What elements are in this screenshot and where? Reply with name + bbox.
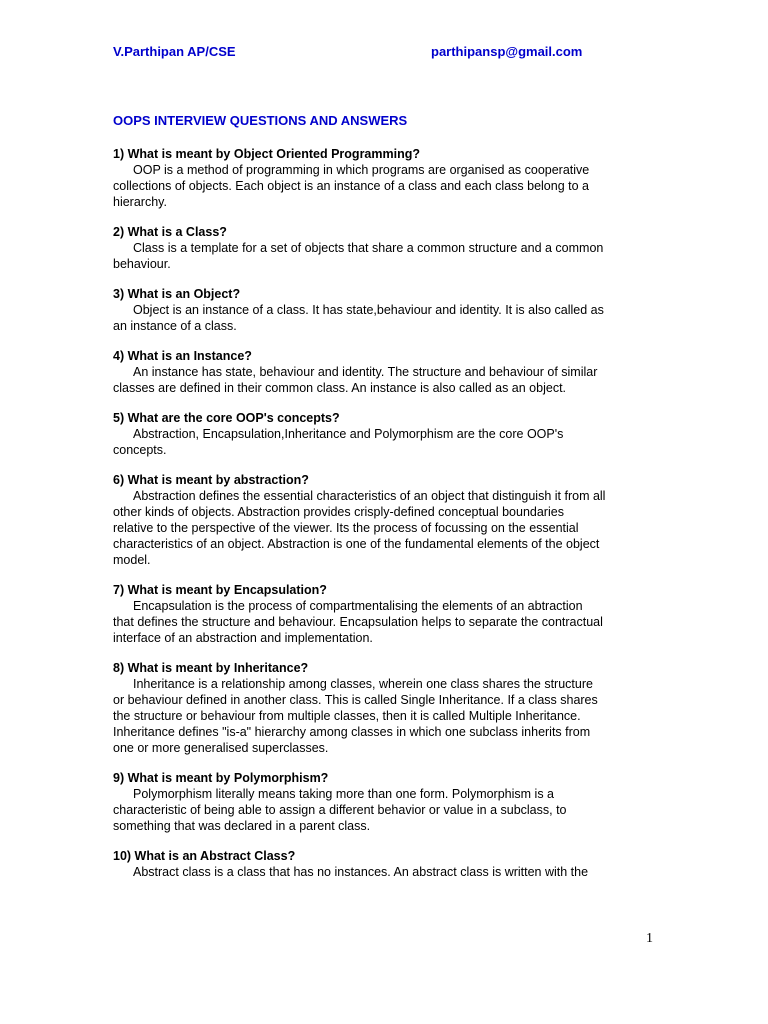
answer: OOP is a method of programming in which programs are organised as cooperative collections of objects. Each object is an instance of a class and each class belong to a hierarchy. [113, 163, 590, 209]
qa-item-8 [113, 660, 658, 756]
qa-item-4 [113, 348, 658, 396]
question: 1) What is meant by Object Oriented Programming? [113, 147, 420, 161]
answer: Abstract class is a class that has no instances. An abstract class is written with the [133, 865, 589, 879]
answer: Encapsulation is the process of compartmentalising the elements of an abtraction that defines the structure and behaviour. Encapsulation helps to separate the contractual interface of an abstraction and implementation. [113, 599, 603, 645]
question: 3) What is an Object? [113, 287, 241, 301]
qa-item-7 [113, 582, 658, 646]
question: 6) What is meant by abstraction? [113, 473, 309, 487]
question: 7) What is meant by Encapsulation? [113, 583, 327, 597]
qa-item-3 [113, 286, 658, 334]
page-header [113, 44, 653, 62]
answer: Object is an instance of a class. It has state,behaviour and identity. It is also called as an instance of a class. [113, 303, 604, 333]
question: 9) What is meant by Polymorphism? [113, 771, 329, 785]
author-email: parthipansp@gmail.com [431, 44, 583, 59]
qa-item-1 [113, 146, 658, 210]
question: 10) What is an Abstract Class? [113, 849, 296, 863]
qa-list [113, 146, 658, 894]
qa-item-2 [113, 224, 658, 272]
qa-item-10 [113, 848, 658, 880]
answer: Class is a template for a set of objects that share a common structure and a common behaviour. [113, 241, 604, 271]
document-title: OOPS INTERVIEW QUESTIONS AND ANSWERS [113, 113, 408, 128]
qa-item-6 [113, 472, 658, 568]
qa-item-5 [113, 410, 658, 458]
question: 2) What is a Class? [113, 225, 227, 239]
answer: An instance has state, behaviour and identity. The structure and behaviour of similar classes are defined in their common class. An instance is also called as an object. [113, 365, 598, 395]
question: 8) What is meant by Inheritance? [113, 661, 309, 675]
answer: Inheritance is a relationship among classes, wherein one class shares the structure or behaviour defined in another class. This is called Single Inheritance. If a class shares the structure or behaviour from multiple classes, then it is called Multiple Inheritance. Inheritance defines "is-a" hierarchy among classes in which one subclass inherits from one or more generalised superclasses. [113, 677, 598, 755]
page-number: 1 [646, 931, 653, 946]
answer: Polymorphism literally means taking more than one form. Polymorphism is a characteristic of being able to assign a different behavior or value in a subclass, to something that was declared in a parent class. [113, 787, 567, 833]
answer: Abstraction, Encapsulation,Inheritance and Polymorphism are the core OOP's concepts. [113, 427, 564, 457]
author-name: V.Parthipan AP/CSE [113, 44, 236, 59]
question: 5) What are the core OOP's concepts? [113, 411, 340, 425]
answer: Abstraction defines the essential characteristics of an object that distinguish it from all other kinds of objects. Abstraction provides crisply-defined conceptual boundaries relative to the perspective of the viewer. Its the process of focussing on the essential characteristics of an object. Abstraction is one of the fundamental elements of the object model. [113, 489, 606, 567]
qa-item-9 [113, 770, 658, 834]
question: 4) What is an Instance? [113, 349, 252, 363]
